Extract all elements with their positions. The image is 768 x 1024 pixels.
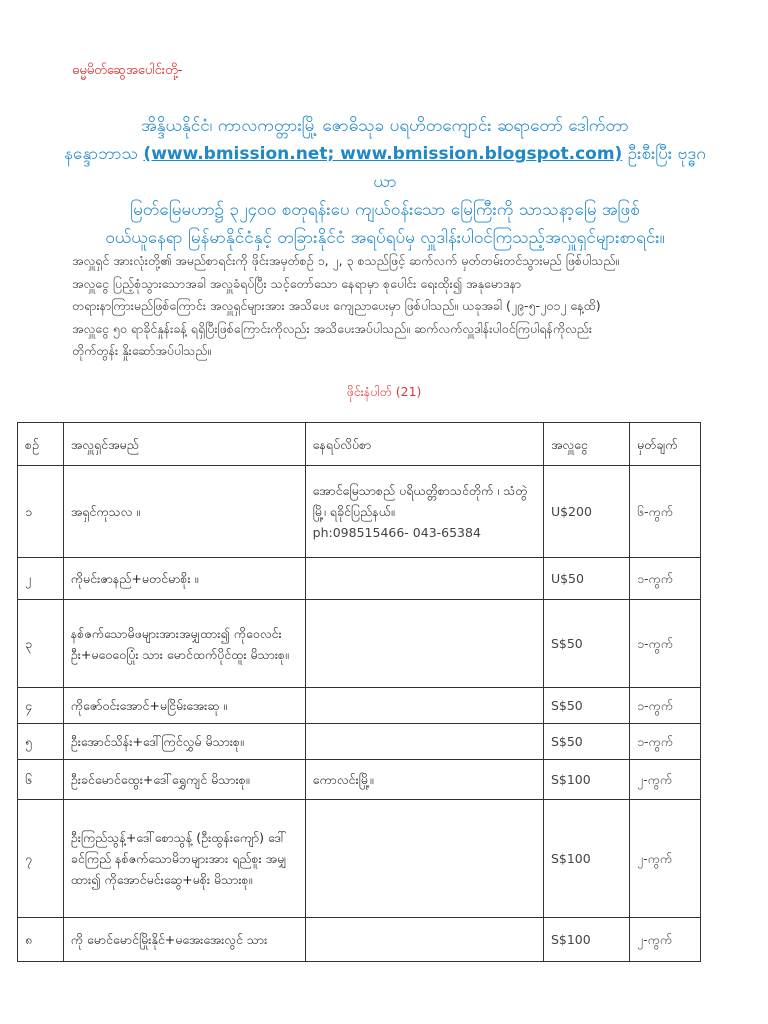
cell-no: ၆ — [18, 760, 64, 800]
intro-line: တရားနာကြားမည်ဖြစ်ကြောင်း အလှူရှင်များအား အသိပေး ကျေညာပေးမှာ ဖြစ်ပါသည်။ ယခုအခါ (၂၉-၅-၂၀၁၂ နေ့ထိ) — [72, 298, 601, 313]
cell-name: နစ်ဇက်သောမိဖများအားအမျှထား၍ ကိုဝေလင်းဦး+မဝေဝေပြုံး သား မောင်ထက်ပိုင်ထူး မိသားစု။ — [63, 600, 305, 688]
intro-line: အလှူငွေ ပြည့်စုံသွားသောအခါ အလှူခံရပ်ပြီး သင့်တော်သော နေရာမှာ စုပေါင်း ရေးထိုး၍ အနုမောဒနာ — [72, 275, 522, 291]
cell-amount: S$100 — [543, 800, 629, 918]
cell-name: ဦးကြည်သွန့်+ဒေါ်စောသွန့် (ဦးထွန်းကျော်) ဒေါ်ခင်ကြည် နစ်ဇက်သောမိဘများအား ရည်စူး အမျှထား၍ ကိုအောင်မင်းဆွေ+မစိုး မိသားစု။ — [63, 800, 305, 918]
headline — [60, 112, 710, 252]
cell-no: ၇ — [18, 800, 64, 918]
cell-amount: U$50 — [543, 558, 629, 600]
table-row — [18, 760, 701, 800]
cell-address — [305, 800, 543, 918]
cell-note: ၁-ကွက် — [629, 600, 700, 688]
cell-no: ၄ — [18, 688, 64, 724]
cell-name: ဦးအောင်သိန်း+ဒေါ်ကြင်လွှမ် မိသားစု။ — [63, 724, 305, 760]
headline-line-4: ဝယ်ယူနေရာ မြန်မာနိုင်ငံနှင့် တခြားနိုင်ငံ အရပ်ရပ်မှ လှူဒါန်းပါဝင်ကြသည့်အလှူရှင်များစာရင်း။ — [105, 228, 665, 248]
intro-line: အလှူရှင် အားလုံးတို့၏ အမည်စာရင်းကို ဖိုင်းအမှတ်စဉ် ၁, ၂, ၃ စသည်ဖြင့် ဆက်လက် မှတ်တမ်းတင်သွားမည် ဖြစ်ပါသည်။ — [72, 253, 620, 268]
cell-note: ၁-ကွက် — [629, 688, 700, 724]
cell-name: အရှင်ကုသလ ။ — [63, 466, 305, 558]
cell-amount: S$50 — [543, 688, 629, 724]
cell-address — [305, 600, 543, 688]
cell-address — [305, 466, 543, 558]
headline-line-3: မြတ်မြေမဟာ၌ ၃၂၄၀၀ စတုရန်းပေ ကျယ်ဝန်းသော မြေကြီးကို သာသနာ့မြေ အဖြစ် — [130, 200, 640, 220]
cell-name: ကိုဇော်ဝင်းအောင်+မငြိမ်းအေးဆု ။ — [63, 688, 305, 724]
cell-address — [305, 688, 543, 724]
donor-table — [17, 422, 701, 962]
header-name: အလှူရှင်အမည် — [63, 423, 305, 466]
page-number-label: ဖိုင်းနံပါတ် (21) — [346, 384, 422, 399]
cell-no: ၂ — [18, 558, 64, 600]
headline-line-2-suffix: ဦးစီးပြီး ဗုဒ္ဓဂယာ — [373, 144, 706, 192]
cell-name: ကိုမင်းဇာနည်+မတင်မာစိုး ။ — [63, 558, 305, 600]
table-row — [18, 688, 701, 724]
website-link[interactable]: (www.bmission.net; www.bmission.blogspot.com) — [143, 144, 623, 164]
cell-amount: S$100 — [543, 760, 629, 800]
cell-amount: S$50 — [543, 600, 629, 688]
cell-address — [305, 724, 543, 760]
greeting-heading: ဓမ္မမိတ်ဆွေအပေါင်းတို့- — [72, 63, 183, 78]
intro-line: အလှူငွေ ၅၀ ရာခိုင်နှုန်းခန့် ရရှိပြီးဖြစ်ကြောင်းကိုလည်း အသိပေးအပ်ပါသည်။ ဆက်လက်လှူဒါန်းပါဝင်ကြပါရန်ကိုလည်း — [72, 320, 593, 336]
table-row — [18, 918, 701, 962]
cell-no: ၁ — [18, 466, 64, 558]
table-row — [18, 558, 701, 600]
cell-note: ၆-ကွက် — [629, 466, 700, 558]
cell-note: ၂-ကွက် — [629, 800, 700, 918]
cell-amount: S$100 — [543, 918, 629, 962]
cell-name: ဦးခင်မောင်ထွေး+ဒေါ်ရွှေကျင် မိသားစု။ — [63, 760, 305, 800]
cell-amount: S$50 — [543, 724, 629, 760]
table-row — [18, 800, 701, 918]
address-text: အောင်မြေသာစည် ပရိယတ္တိစာသင်တိုက် ၊ သံတွဲမြို့၊ ရခိုင်ပြည်နယ်။ — [312, 483, 528, 519]
cell-note: ၂-ကွက် — [629, 760, 700, 800]
table-header-row — [18, 423, 701, 466]
table-row — [18, 466, 701, 558]
header-address: နေရပ်လိပ်စာ — [305, 423, 543, 466]
cell-no: ၅ — [18, 724, 64, 760]
table-row — [18, 600, 701, 688]
headline-line-1: အိန္ဒိယနိုင်ငံ၊ ကာလကတ္တားမြို့ ဇောဓိသုခ ပရဟိတကျောင်း ဆရာတော် ဒေါက်တာ — [141, 116, 629, 136]
header-no: စဉ် — [18, 423, 64, 466]
table-row — [18, 724, 701, 760]
cell-note: ၁-ကွက် — [629, 724, 700, 760]
headline-line-2-prefix: နန္ဒောဘာသ — [64, 144, 139, 164]
cell-name: ကို မောင်မောင်မြိုးနိုင်+မအေးအေးလွင် သား — [63, 918, 305, 962]
headline-line-2 — [60, 140, 710, 196]
header-note: မှတ်ချက် — [629, 423, 700, 466]
cell-note: ၁-ကွက် — [629, 558, 700, 600]
intro-line: တိုက်တွန်း နှိုးဆော်အပ်ပါသည်။ — [72, 343, 212, 358]
cell-amount: U$200 — [543, 466, 629, 558]
cell-address — [305, 918, 543, 962]
cell-note: ၂-ကွက် — [629, 918, 700, 962]
cell-no: ၈ — [18, 918, 64, 962]
cell-address — [305, 558, 543, 600]
header-amount: အလှူငွေ — [543, 423, 629, 466]
phone-text: ph:098515466- 043-65384 — [312, 525, 481, 540]
intro-paragraph — [72, 250, 712, 363]
cell-address: ကောလင်းမြို့။ — [305, 760, 543, 800]
cell-no: ၃ — [18, 600, 64, 688]
